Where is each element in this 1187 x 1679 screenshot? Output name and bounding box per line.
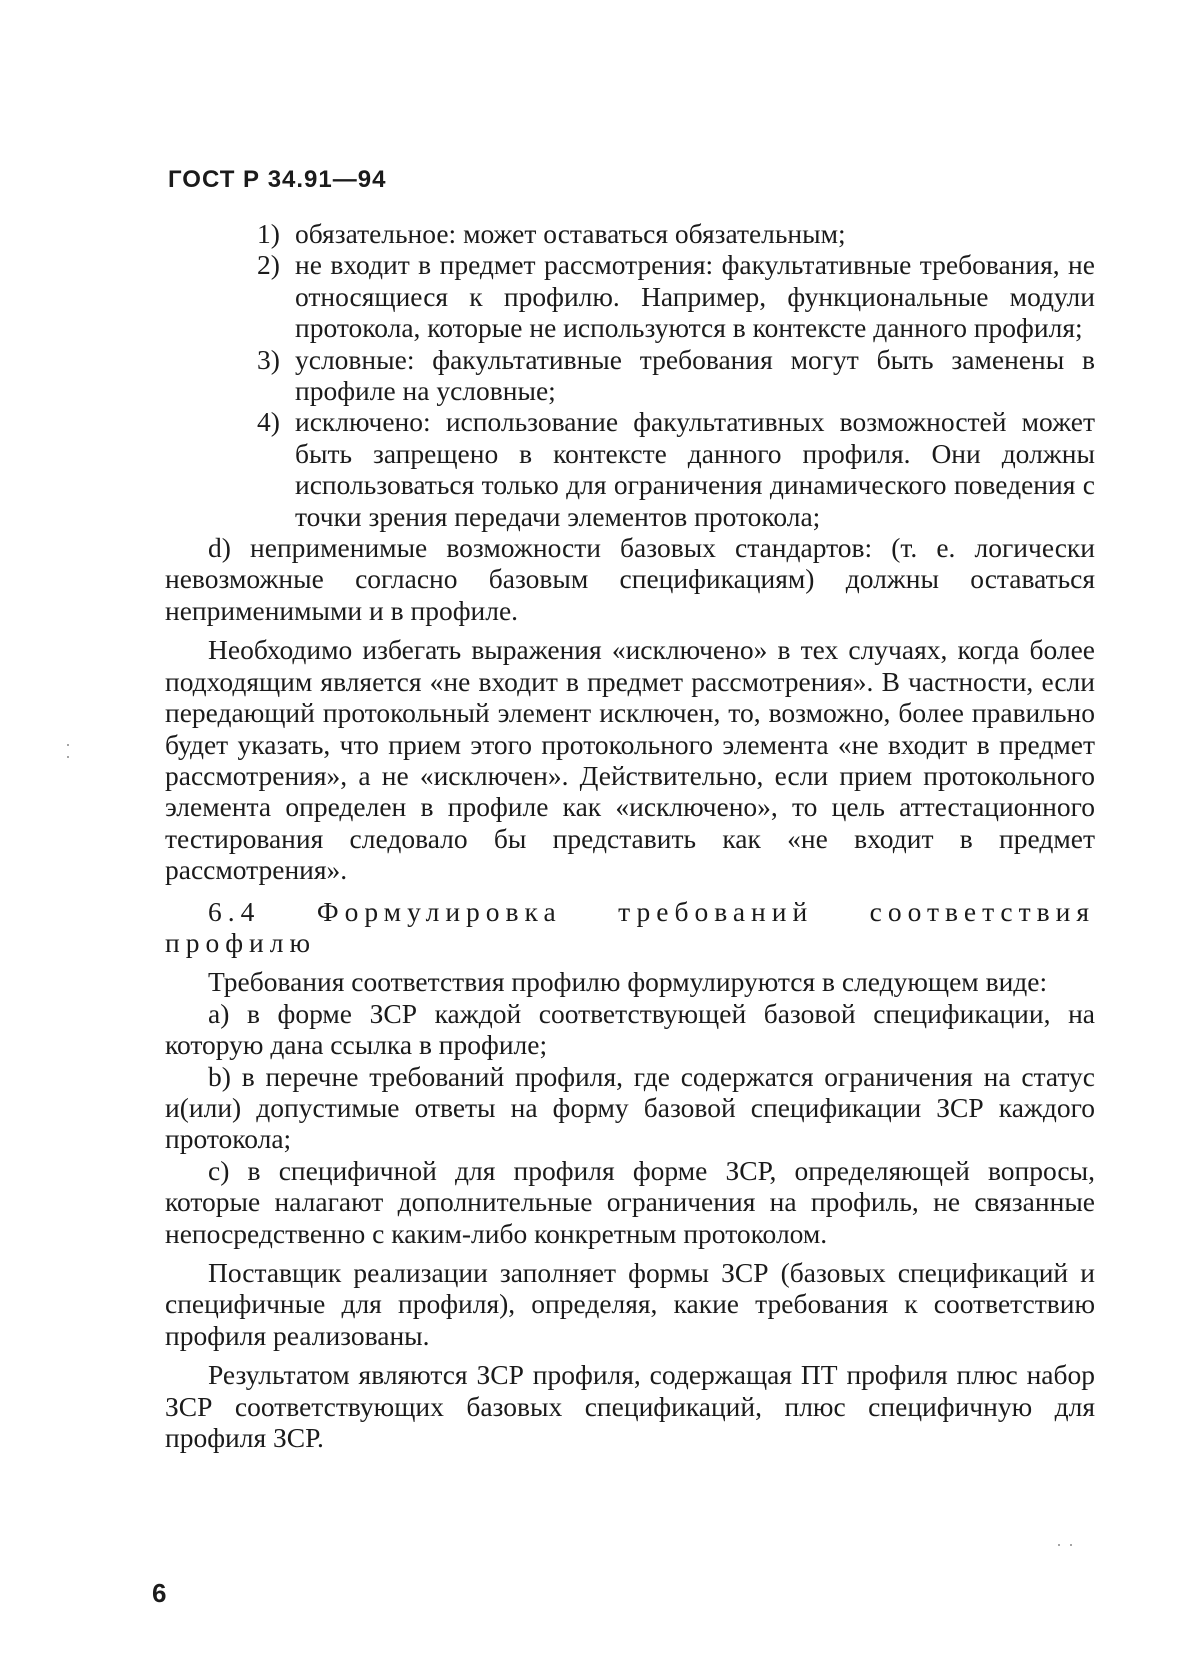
- section-number: 6.4: [208, 895, 261, 927]
- numbered-item: [165, 249, 1095, 343]
- paragraph: Требования соответствия профилю формулируются в следующем виде:: [208, 966, 1048, 998]
- paragraph: Поставщик реализации заполняет формы ЗСР (базовых спецификаций и специфичные для профиля), определяя, какие требования к соответствию профиля реализованы.: [165, 1257, 1095, 1351]
- item-text: условные: факультативные требования могут быть заменены в профиле на условные;: [295, 343, 1095, 407]
- numbered-item: [165, 344, 1095, 407]
- numbered-item: [165, 406, 1095, 532]
- paragraph: Результатом являются ЗСР профиля, содержащая ПТ профиля плюс набор ЗСР соответствующих базовых спецификаций, плюс специфичную для профиля ЗСР.: [165, 1359, 1095, 1454]
- page-number: 6: [152, 1578, 167, 1608]
- item-number: 3): [257, 343, 280, 375]
- item-text: обязательное: может оставаться обязательным;: [295, 218, 846, 249]
- scan-speck: [67, 756, 69, 758]
- document-header: ГОСТ Р 34.91—94: [168, 166, 387, 193]
- section-heading: [165, 896, 1095, 927]
- item-d: d) неприменимые возможности базовых стандартов: (т. е. логически невозможные согласно базовым спецификациям) должны оставаться неприменимыми и в профиле.: [165, 532, 1095, 626]
- item-number: 2): [257, 249, 280, 281]
- section-heading-continuation: профилю: [165, 926, 317, 958]
- body-text: [165, 218, 1095, 1453]
- section-title: Формулировка требований соответствия: [316, 895, 1095, 927]
- lettered-item: а) в форме ЗСР каждой соответствующей базовой спецификации, на которую дана ссылка в профиле;: [165, 997, 1095, 1061]
- scan-speck: [1070, 1544, 1072, 1546]
- scan-speck: [1058, 1544, 1060, 1546]
- item-text: не входит в предмет рассмотрения: факультативные требования, не относящиеся к профилю. Например, функциональные модули протокола, которые не используются в контексте данного профиля;: [295, 249, 1095, 344]
- item-number: 1): [257, 218, 280, 249]
- numbered-item: [165, 218, 1095, 249]
- scan-speck: [67, 744, 69, 746]
- item-number: 4): [257, 406, 280, 438]
- item-text: исключено: использование факультативных возможностей может быть запрещено в контексте данного профиля. Они должны использоваться только для ограничения динамического поведения с точки зрения передачи элементов протокола;: [295, 406, 1095, 532]
- lettered-item: с) в специфичной для профиля форме ЗСР, определяющей вопросы, которые налагают дополнительные ограничения на профиль, не связанные непосредственно с каким-либо конкретным протоколом.: [165, 1154, 1095, 1249]
- lettered-item: b) в перечне требований профиля, где содержатся ограничения на статус и(или) допустимые ответы на форму базовой спецификации ЗСР каждого протокола;: [165, 1060, 1095, 1155]
- paragraph: Необходимо избегать выражения «исключено» в тех случаях, когда более подходящим является «не входит в предмет рассмотрения». В частности, если передающий протокольный элемент исключен, то, возможно, более правильно будет указать, что прием этого протокольного элемента «не входит в предмет рассмотрения», а не «исключен». Действительно, если прием протокольного элемента определен в профиле как «исключено», то цель аттестационного тестирования следовало бы представить как «не входит в предмет рассмотрения».: [165, 634, 1095, 886]
